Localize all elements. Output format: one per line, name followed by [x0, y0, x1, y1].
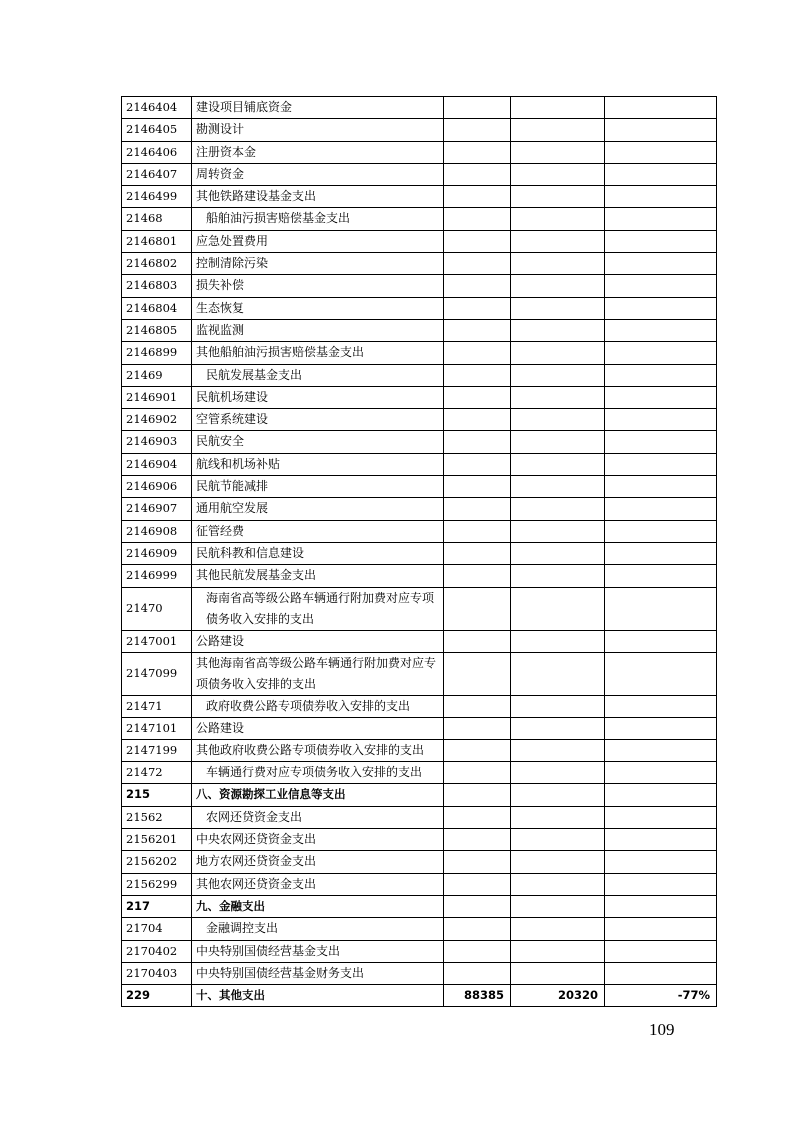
- value-cell-3: [605, 829, 717, 851]
- table-row: [122, 97, 717, 119]
- value-cell-3: [605, 409, 717, 431]
- value-cell-2: [511, 520, 605, 542]
- value-cell-2: [511, 806, 605, 828]
- table-row: [122, 275, 717, 297]
- table-row: [122, 409, 717, 431]
- value-cell-2: [511, 718, 605, 740]
- code-cell: 2146407: [122, 163, 192, 185]
- table-row: [122, 718, 717, 740]
- value-cell-2: [511, 498, 605, 520]
- code-cell: 2146801: [122, 230, 192, 252]
- code-cell: 2170402: [122, 940, 192, 962]
- value-cell-1: [444, 163, 511, 185]
- name-cell: 船舶油污损害赔偿基金支出: [192, 208, 444, 230]
- value-cell-3: [605, 364, 717, 386]
- value-cell-2: [511, 297, 605, 319]
- value-cell-3: [605, 297, 717, 319]
- name-cell: 空管系统建设: [192, 409, 444, 431]
- table-row: [122, 476, 717, 498]
- page-number: 109: [649, 1020, 675, 1039]
- table-row: [122, 962, 717, 984]
- code-cell: 2146906: [122, 476, 192, 498]
- value-cell-2: [511, 275, 605, 297]
- value-cell-3: [605, 498, 717, 520]
- name-cell: 中央特别国债经营基金支出: [192, 940, 444, 962]
- value-cell-2: [511, 962, 605, 984]
- code-cell: 2146909: [122, 542, 192, 564]
- value-cell-1: [444, 141, 511, 163]
- name-cell: 征管经费: [192, 520, 444, 542]
- code-cell: 2146499: [122, 186, 192, 208]
- name-cell: 中央农网还贷资金支出: [192, 829, 444, 851]
- name-cell: 民航科教和信息建设: [192, 542, 444, 564]
- value-cell-2: [511, 431, 605, 453]
- value-cell-3: [605, 386, 717, 408]
- value-cell-2: [511, 630, 605, 652]
- value-cell-3: [605, 230, 717, 252]
- name-cell: 应急处置费用: [192, 230, 444, 252]
- value-cell-3: [605, 630, 717, 652]
- table-row: [122, 806, 717, 828]
- code-cell: 2147199: [122, 740, 192, 762]
- value-cell-1: [444, 253, 511, 275]
- value-cell-2: [511, 762, 605, 784]
- table-row: [122, 186, 717, 208]
- name-cell: 十、其他支出: [192, 985, 444, 1007]
- table-row: [122, 342, 717, 364]
- value-cell-3: [605, 342, 717, 364]
- value-cell-2: [511, 386, 605, 408]
- name-cell: 周转资金: [192, 163, 444, 185]
- code-cell: 2146899: [122, 342, 192, 364]
- table-row: [122, 895, 717, 917]
- value-cell-1: [444, 940, 511, 962]
- table-row: [122, 364, 717, 386]
- value-cell-3: [605, 141, 717, 163]
- value-cell-2: [511, 476, 605, 498]
- code-cell: 2146907: [122, 498, 192, 520]
- value-cell-1: [444, 498, 511, 520]
- value-cell-2: [511, 163, 605, 185]
- value-cell-3: [605, 253, 717, 275]
- code-cell: 217: [122, 895, 192, 917]
- value-cell-1: [444, 873, 511, 895]
- code-cell: 21472: [122, 762, 192, 784]
- value-cell-1: [444, 431, 511, 453]
- value-cell-1: [444, 476, 511, 498]
- name-cell: 其他船舶油污损害赔偿基金支出: [192, 342, 444, 364]
- table-row: [122, 208, 717, 230]
- code-cell: 2146999: [122, 565, 192, 587]
- value-cell-1: [444, 453, 511, 475]
- name-cell: 通用航空发展: [192, 498, 444, 520]
- value-cell-1: [444, 342, 511, 364]
- value-cell-1: [444, 119, 511, 141]
- code-cell: 21704: [122, 918, 192, 940]
- value-cell-1: [444, 918, 511, 940]
- name-cell: 海南省高等级公路车辆通行附加费对应专项债务收入安排的支出: [192, 587, 444, 630]
- value-cell-3: [605, 873, 717, 895]
- value-cell-1: [444, 297, 511, 319]
- value-cell-1: [444, 364, 511, 386]
- value-cell-1: [444, 587, 511, 630]
- value-cell-2: [511, 364, 605, 386]
- value-cell-3: [605, 652, 717, 695]
- value-cell-1: [444, 695, 511, 717]
- value-cell-1: [444, 806, 511, 828]
- code-cell: 2146405: [122, 119, 192, 141]
- table-row: [122, 695, 717, 717]
- code-cell: 2146404: [122, 97, 192, 119]
- value-cell-3: [605, 275, 717, 297]
- code-cell: 2156201: [122, 829, 192, 851]
- value-cell-3: [605, 962, 717, 984]
- code-cell: 2147099: [122, 652, 192, 695]
- value-cell-2: [511, 319, 605, 341]
- table-row: [122, 453, 717, 475]
- value-cell-3: [605, 453, 717, 475]
- name-cell: 农网还贷资金支出: [192, 806, 444, 828]
- name-cell: 民航节能减排: [192, 476, 444, 498]
- value-cell-2: [511, 652, 605, 695]
- value-cell-1: [444, 652, 511, 695]
- value-cell-3: [605, 740, 717, 762]
- table-row: [122, 918, 717, 940]
- value-cell-2: [511, 851, 605, 873]
- value-cell-1: [444, 319, 511, 341]
- table-row: [122, 985, 717, 1007]
- value-cell-3: [605, 718, 717, 740]
- code-cell: 2147001: [122, 630, 192, 652]
- value-cell-2: [511, 695, 605, 717]
- code-cell: 2146902: [122, 409, 192, 431]
- name-cell: 政府收费公路专项债券收入安排的支出: [192, 695, 444, 717]
- code-cell: 21562: [122, 806, 192, 828]
- value-cell-3: [605, 565, 717, 587]
- value-cell-2: [511, 119, 605, 141]
- value-cell-1: [444, 851, 511, 873]
- name-cell: 八、资源勘探工业信息等支出: [192, 784, 444, 806]
- code-cell: 2146803: [122, 275, 192, 297]
- name-cell: 其他政府收费公路专项债券收入安排的支出: [192, 740, 444, 762]
- table-body: [122, 97, 717, 1007]
- code-cell: 21471: [122, 695, 192, 717]
- table-row: [122, 141, 717, 163]
- table-row: [122, 498, 717, 520]
- code-cell: 2146908: [122, 520, 192, 542]
- value-cell-1: [444, 829, 511, 851]
- code-cell: 2147101: [122, 718, 192, 740]
- value-cell-1: [444, 230, 511, 252]
- value-cell-3: [605, 940, 717, 962]
- table-row: [122, 829, 717, 851]
- code-cell: 215: [122, 784, 192, 806]
- value-cell-1: [444, 962, 511, 984]
- value-cell-2: [511, 918, 605, 940]
- value-cell-2: [511, 565, 605, 587]
- value-cell-3: [605, 119, 717, 141]
- value-cell-3: [605, 542, 717, 564]
- value-cell-3: [605, 208, 717, 230]
- value-cell-2: [511, 587, 605, 630]
- table-row: [122, 386, 717, 408]
- table-row: [122, 587, 717, 630]
- value-cell-2: [511, 253, 605, 275]
- code-cell: 2146901: [122, 386, 192, 408]
- value-cell-3: [605, 319, 717, 341]
- table-row: [122, 940, 717, 962]
- table-row: [122, 253, 717, 275]
- name-cell: 公路建设: [192, 718, 444, 740]
- table-row: [122, 873, 717, 895]
- value-cell-3: [605, 918, 717, 940]
- value-cell-2: [511, 409, 605, 431]
- name-cell: 九、金融支出: [192, 895, 444, 917]
- code-cell: 2170403: [122, 962, 192, 984]
- name-cell: 勘测设计: [192, 119, 444, 141]
- value-cell-1: [444, 895, 511, 917]
- code-cell: 2146903: [122, 431, 192, 453]
- code-cell: 21470: [122, 587, 192, 630]
- code-cell: 2146802: [122, 253, 192, 275]
- value-cell-3: [605, 806, 717, 828]
- value-cell-2: [511, 186, 605, 208]
- value-cell-2: [511, 230, 605, 252]
- value-cell-1: [444, 520, 511, 542]
- name-cell: 控制清除污染: [192, 253, 444, 275]
- value-cell-1: [444, 784, 511, 806]
- code-cell: 2156202: [122, 851, 192, 873]
- table-row: [122, 119, 717, 141]
- name-cell: 其他民航发展基金支出: [192, 565, 444, 587]
- value-cell-2: [511, 829, 605, 851]
- code-cell: 2146805: [122, 319, 192, 341]
- name-cell: 其他农网还贷资金支出: [192, 873, 444, 895]
- code-cell: 2146804: [122, 297, 192, 319]
- value-cell-1: [444, 565, 511, 587]
- value-cell-3: [605, 784, 717, 806]
- value-cell-2: [511, 453, 605, 475]
- value-cell-2: [511, 784, 605, 806]
- value-cell-3: [605, 851, 717, 873]
- value-cell-2: [511, 940, 605, 962]
- table-row: [122, 740, 717, 762]
- name-cell: 民航机场建设: [192, 386, 444, 408]
- name-cell: 建设项目铺底资金: [192, 97, 444, 119]
- name-cell: 民航安全: [192, 431, 444, 453]
- value-cell-2: 20320: [511, 985, 605, 1007]
- table-row: [122, 431, 717, 453]
- code-cell: 229: [122, 985, 192, 1007]
- name-cell: 注册资本金: [192, 141, 444, 163]
- value-cell-3: [605, 762, 717, 784]
- value-cell-1: [444, 208, 511, 230]
- value-cell-1: [444, 386, 511, 408]
- value-cell-2: [511, 895, 605, 917]
- value-cell-2: [511, 141, 605, 163]
- value-cell-3: -77%: [605, 985, 717, 1007]
- table-row: [122, 319, 717, 341]
- value-cell-2: [511, 542, 605, 564]
- value-cell-1: [444, 630, 511, 652]
- value-cell-1: [444, 762, 511, 784]
- value-cell-1: [444, 542, 511, 564]
- value-cell-1: [444, 97, 511, 119]
- table-row: [122, 762, 717, 784]
- value-cell-3: [605, 695, 717, 717]
- table-row: [122, 784, 717, 806]
- value-cell-1: [444, 186, 511, 208]
- table-row: [122, 630, 717, 652]
- table-row: [122, 230, 717, 252]
- budget-table: [121, 96, 717, 1007]
- value-cell-1: [444, 740, 511, 762]
- table-row: [122, 542, 717, 564]
- name-cell: 民航发展基金支出: [192, 364, 444, 386]
- table-row: [122, 163, 717, 185]
- value-cell-1: [444, 409, 511, 431]
- code-cell: 2146406: [122, 141, 192, 163]
- code-cell: 21469: [122, 364, 192, 386]
- name-cell: 其他铁路建设基金支出: [192, 186, 444, 208]
- value-cell-2: [511, 342, 605, 364]
- value-cell-2: [511, 740, 605, 762]
- value-cell-1: [444, 275, 511, 297]
- value-cell-3: [605, 431, 717, 453]
- name-cell: 监视监测: [192, 319, 444, 341]
- name-cell: 公路建设: [192, 630, 444, 652]
- table-row: [122, 851, 717, 873]
- table-row: [122, 652, 717, 695]
- value-cell-2: [511, 208, 605, 230]
- value-cell-3: [605, 587, 717, 630]
- value-cell-3: [605, 186, 717, 208]
- value-cell-1: [444, 718, 511, 740]
- code-cell: 2156299: [122, 873, 192, 895]
- value-cell-3: [605, 163, 717, 185]
- name-cell: 车辆通行费对应专项债务收入安排的支出: [192, 762, 444, 784]
- value-cell-3: [605, 895, 717, 917]
- value-cell-2: [511, 97, 605, 119]
- name-cell: 损失补偿: [192, 275, 444, 297]
- table-row: [122, 520, 717, 542]
- value-cell-1: 88385: [444, 985, 511, 1007]
- value-cell-2: [511, 873, 605, 895]
- name-cell: 航线和机场补贴: [192, 453, 444, 475]
- code-cell: 2146904: [122, 453, 192, 475]
- value-cell-3: [605, 476, 717, 498]
- name-cell: 金融调控支出: [192, 918, 444, 940]
- name-cell: 中央特别国债经营基金财务支出: [192, 962, 444, 984]
- name-cell: 其他海南省高等级公路车辆通行附加费对应专项债务收入安排的支出: [192, 652, 444, 695]
- value-cell-3: [605, 520, 717, 542]
- table-row: [122, 565, 717, 587]
- name-cell: 地方农网还贷资金支出: [192, 851, 444, 873]
- value-cell-3: [605, 97, 717, 119]
- name-cell: 生态恢复: [192, 297, 444, 319]
- table-row: [122, 297, 717, 319]
- code-cell: 21468: [122, 208, 192, 230]
